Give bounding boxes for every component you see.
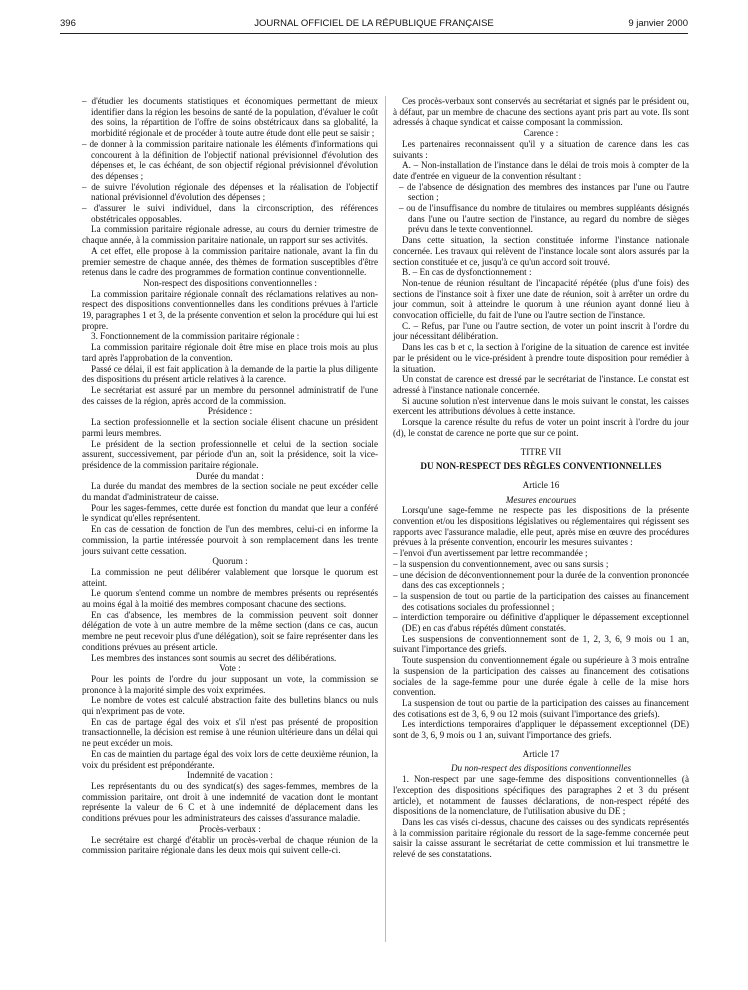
paragraph: Non-tenue de réunion résultant de l'incapacité répétée (plus d'une fois) des sections de l'instance soit à fixer une date de réunion, soit à arrêter un ordre du jour commun, soit à atteindre le quorum à une réunion ayant donné lieu à convocation officielle, du fait de l'une ou l'autre section de l'instance. (393, 277, 689, 321)
subheading: Durée du mandat : (196, 470, 264, 481)
subheading: Carence : (523, 128, 559, 139)
paragraph: Si aucune solution n'est intervenue dans le mois suivant le constat, les caisses exercent les attributions dévolues à cette instance. (393, 395, 689, 417)
subheading: Procès-verbaux : (199, 823, 261, 834)
paragraph: Le nombre de votes est calculé abstraction faite des bulletins blancs ou nuls qui n'expriment pas de vote. (82, 695, 378, 717)
paragraph: Lorsqu'une sage-femme ne respecte pas les dispositions de la présente convention et/ou les dispositions législatives ou réglementaires qui régissent ses rapports avec l'assurance maladie, elle peut, après mise en œuvre des procédures prévues à la présente convention, encourir les mesures suivantes : (393, 505, 689, 548)
subheading: Vote : (219, 663, 241, 674)
list-item: – ou de l'insuffisance du nombre de titulaires ou membres suppléants désignés dans l'une ou l'autre section de l'instance, au regard du nombre de sièges prévu dans le texte conventionnel. (399, 203, 689, 235)
paragraph: La commission ne peut délibérer valablement que lorsque le quorum est atteint. (82, 566, 378, 588)
right-column (393, 96, 689, 860)
paragraph: En cas de cessation de fonction de l'un des membres, celui-ci en informe la commission, la partie intéressée pourvoit à son remplacement dans les trente jours suivant cette cessation. (82, 524, 378, 556)
paragraph: Pour les sages-femmes, cette durée est fonction du mandat que leur a conféré le syndicat qu'elles représentent. (82, 502, 378, 524)
paragraph: Les membres des instances sont soumis au secret des délibérations. (91, 652, 337, 663)
list-item: – d'étudier les documents statistiques et économiques permettant de mieux identifier dans la région les besoins de santé de la population, d'évaluer le coût des soins, la répartition de l'offre de soins obstétricaux dans sa globalité, la morbidité régionale et de procéder à toute autre étude dont elle peut se saisir ; (82, 96, 378, 139)
paragraph: La section professionnelle et la section sociale élisent chacune un président parmi leurs membres. (82, 417, 378, 438)
page-number: 396 (60, 18, 76, 29)
paragraph: C. – Refus, par l'une ou l'autre section, de voter un point inscrit à l'ordre du jour nécessitant délibération. (393, 320, 689, 342)
paragraph: La commission paritaire régionale adresse, au cours du dernier trimestre de chaque année, à la commission paritaire nationale, un rapport sur ses activités. (82, 224, 378, 246)
paragraph: Pour les points de l'ordre du jour supposant un vote, la commission se prononce à la majorité simple des voix exprimées. (82, 673, 378, 695)
paragraph: Les interdictions temporaires d'appliquer le dépassement exceptionnel (DE) sont de 3, 6, 9 mois ou 1 an, suivant l'importance des griefs. (393, 719, 689, 741)
paragraph: La commission paritaire régionale connaît des réclamations relatives au non-respect des dispositions conventionnelles dans les conditions prévues à l'article 19, paragraphes 1 et 3, de la présente convention et selon la procédure qui lui est propre. (82, 288, 378, 331)
article-subtitle: Du non-respect des dispositions conventionnelles (450, 763, 632, 774)
list-item: – d'assurer le suivi individuel, dans la circonscription, des références obstétricales opposables. (82, 203, 378, 224)
paragraph: La commission paritaire régionale doit être mise en place trois mois au plus tard après l'approbation de la convention. (82, 342, 378, 363)
paragraph: Toute suspension du conventionnement égale ou supérieure à 3 mois entraîne la suspension de la participation des caisses au financement des cotisations sociales de la sage-femme pour une durée égale à celle de la mise hors convention. (393, 655, 689, 698)
paragraph: 1. Non-respect par une sage-femme des dispositions conventionnelles (à l'exception des dispositions spécifiques des paragraphes 2 et 3 du présent article), et notamment de fausses déclarations, de non-respect répété des dispositions de la nomenclature, de l'utilisation abusive du DE ; (393, 774, 689, 817)
subheading: Indemnité de vacation : (187, 770, 273, 781)
list-item: – l'envoi d'un avertissement par lettre recommandée ; (393, 548, 588, 559)
list-item: – la suspension du conventionnement, avec ou sans sursis ; (393, 558, 609, 569)
paragraph: A cet effet, elle propose à la commission paritaire nationale, avant la fin du premier semestre de chaque année, des thèmes de formation susceptibles d'être retenus dans le cadre des programmes de formation continue conventionnelle. (82, 245, 378, 278)
paragraph: Le secrétariat est assuré par un membre du personnel administratif de l'une des caisses de la région, après accord de la commission. (82, 384, 378, 406)
subheading: Présidence : (207, 406, 253, 417)
subheading: Quorum : (212, 556, 248, 567)
paragraph: Un constat de carence est dressé par le secrétariat de l'instance. Le constat est adressé à l'instance nationale concernée. (393, 374, 689, 395)
paragraph: En cas de maintien du partage égal des voix lors de cette deuxième réunion, la voix du président est prépondérante. (82, 748, 378, 770)
section-title: TITRE VII (520, 446, 562, 457)
column-divider (385, 96, 386, 942)
paragraph: La durée du mandat des membres de la section sociale ne peut excéder celle du mandat d'administrateur de caisse. (82, 481, 378, 503)
left-column (82, 96, 378, 856)
list-item: – la suspension de tout ou partie de la participation des caisses au financement des cotisations sociales du professionnel ; (393, 590, 689, 612)
paragraph: Lorsque la carence résulte du refus de voter un point inscrit à l'ordre du jour (d), le constat de carence ne porte que sur ce point. (393, 417, 689, 438)
article-heading: Article 16 (522, 479, 560, 490)
paragraph: Le président de la section professionnelle et celui de la section sociale assurent, successivement, par période d'un an, soit la présidence, soit la vice-présidence de la commission paritaire régionale. (82, 438, 378, 470)
paragraph: B. – En cas de dysfonctionnement : (402, 267, 532, 278)
paragraph: Les suspensions de conventionnement sont de 1, 2, 3, 6, 9 mois ou 1 an, suivant l'importance des griefs. (393, 633, 689, 655)
paragraph: Le quorum s'entend comme un nombre de membres présents ou représentés au moins égal à la moitié des membres composant chacune des sections. (82, 588, 378, 610)
paragraph: La suspension de tout ou partie de la participation des caisses au financement des cotisations est de 3, 6, 9 ou 12 mois (suivant l'importance des griefs). (393, 697, 689, 719)
issue-date: 9 janvier 2000 (628, 18, 688, 29)
paragraph: Passé ce délai, il est fait application à la demande de la partie la plus diligente des dispositions du présent article relatives à la carence. (82, 363, 378, 385)
article-heading: Article 17 (522, 748, 560, 759)
paragraph: Dans cette situation, la section constituée informe l'instance nationale concernée. Les travaux qui relèvent de l'instance locale sont alors assurés par la section constituée et ce, jusqu'à ce qu'un accord soit trouvé. (393, 235, 689, 267)
paragraph: Les représentants du ou des syndicat(s) des sages-femmes, membres de la commission paritaire, ont droit à une indemnité de vacation dont le montant représente la valeur de 6 C et à une indemnité de déplacement dans les conditions prévues pour les administrateurs des caisses d'assurance maladie. (82, 781, 378, 824)
list-item: – de l'absence de désignation des membres des instances par l'une ou l'autre section ; (399, 181, 689, 203)
paragraph: En cas d'absence, les membres de la commission peuvent soit donner délégation de vote à un autre membre de la même section (dans ce cas, aucun membre ne peut recevoir plus d'une délégation), soit se faire représenter dans les conditions prévues au présent article. (82, 609, 378, 652)
paragraph: Les partenaires reconnaissent qu'il y a situation de carence dans les cas suivants : (393, 138, 689, 160)
journal-title: JOURNAL OFFICIEL DE LA RÉPUBLIQUE FRANÇAISE (254, 18, 494, 29)
list-item: – interdiction temporaire ou définitive d'appliquer le dépassement exceptionnel (DE) en cas d'abus répétés dûment constatés. (393, 612, 689, 634)
paragraph: Dans les cas visés ci-dessus, chacune des caisses ou des syndicats représentés à la commission paritaire régionale du ressort de la sage-femme concernée peut saisir la caisse assurant le secrétariat de cette commission et lui transmettre le relevé de ses constatations. (393, 817, 689, 860)
paragraph: Dans les cas b et c, la section à l'origine de la situation de carence est invitée par le président ou le vice-président à prendre toute disposition pour remédier à la situation. (393, 342, 689, 374)
header-rule (60, 33, 688, 34)
list-item: – de donner à la commission paritaire nationale les éléments d'informations qui concourent à la définition de l'objectif national prévisionnel d'évolution des dépenses et, le cas échéant, de son objectif régional prévisionnel d'évolution des dépenses ; (82, 138, 378, 181)
paragraph: Ces procès-verbaux sont conservés au secrétariat et signés par le président ou, à défaut, par un membre de chacune des sections ayant pris part au vote. Ils sont adressés à chaque syndicat et caisse composant la commission. (393, 96, 689, 128)
paragraph: 3. Fonctionnement de la commission paritaire régionale : (91, 331, 300, 342)
list-item: – de suivre l'évolution régionale des dépenses et la réalisation de l'objectif national prévisionnel d'évolution des dépenses ; (82, 181, 378, 203)
paragraph: A. – Non-installation de l'instance dans le délai de trois mois à compter de la date d'entrée en vigueur de la convention résultant : (393, 160, 689, 181)
paragraph: En cas de partage égal des voix et s'il n'est pas présenté de proposition transactionnelle, la décision est remise à une réunion ultérieure dans un délai qui ne peut excéder un mois. (82, 716, 378, 749)
paragraph: Le secrétaire est chargé d'établir un procès-verbal de chaque réunion de la commission paritaire régionale dans les deux mois qui suivent celle-ci. (82, 834, 378, 856)
article-subtitle: Mesures encourues (505, 494, 577, 505)
section-subtitle: DU NON-RESPECT DES RÈGLES CONVENTIONNELLES (420, 461, 662, 472)
list-item: – une décision de déconventionnement pour la durée de la convention prononcée dans des cas exceptionnels ; (393, 569, 689, 591)
page-header (60, 18, 688, 32)
subheading: Non-respect des dispositions conventionnelles : (143, 277, 317, 288)
